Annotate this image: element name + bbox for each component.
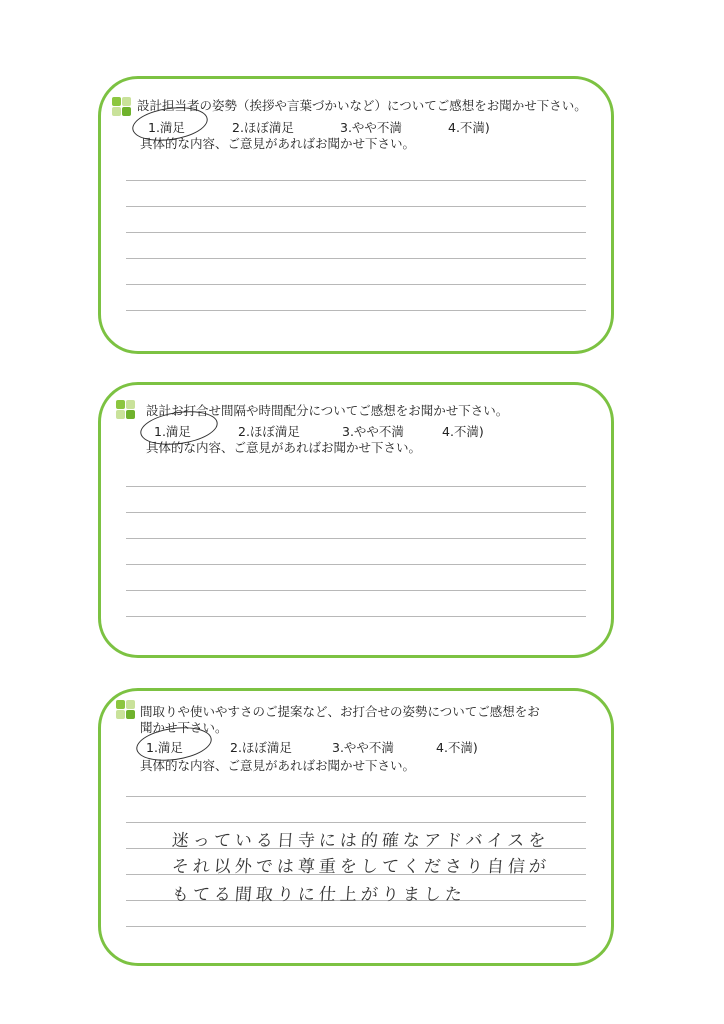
- option-satisfied[interactable]: 1.満足: [154, 424, 191, 439]
- option-satisfied[interactable]: 1.満足: [146, 740, 183, 755]
- details-prompt-3: 具体的な内容、ご意見があればお聞かせ下さい。: [140, 758, 416, 773]
- question-3-line-2: 聞かせ下さい。: [140, 720, 228, 735]
- question-3-line-1: 間取りや使いやすさのご提案など、お打合せの姿勢についてご感想をお: [140, 704, 540, 719]
- option-somewhat-dissatisfied[interactable]: 3.やや不満: [342, 424, 404, 439]
- option-dissatisfied[interactable]: 4.不満): [448, 120, 490, 135]
- question-1: 設計担当者の姿勢（挨拶や言葉づかいなど）についてご感想をお聞かせ下さい。: [137, 98, 587, 113]
- option-somewhat-dissatisfied[interactable]: 3.やや不満: [332, 740, 394, 755]
- option-somewhat-dissatisfied[interactable]: 3.やや不満: [340, 120, 402, 135]
- clover-logo-icon: [116, 700, 136, 720]
- comment-lines-2: [126, 486, 586, 642]
- handwritten-comment-line-2: それ以外では尊重をしてくださり自信が: [171, 857, 551, 877]
- handwritten-comment-line-3: もてる間取りに仕上がりました: [171, 885, 467, 905]
- option-mostly-satisfied[interactable]: 2.ほぼ満足: [232, 120, 294, 135]
- handwritten-comment-line-1: 迷っている日寺には的確なアドバイスを: [171, 831, 551, 851]
- option-satisfied[interactable]: 1.満足: [148, 120, 185, 135]
- details-prompt-2: 具体的な内容、ご意見があればお聞かせ下さい。: [146, 440, 422, 455]
- clover-logo-icon: [116, 400, 136, 420]
- option-dissatisfied[interactable]: 4.不満): [436, 740, 478, 755]
- comment-lines-1: [126, 180, 586, 336]
- option-mostly-satisfied[interactable]: 2.ほぼ満足: [230, 740, 292, 755]
- clover-logo-icon: [112, 97, 132, 117]
- question-2: 設計お打合せ間隔や時間配分についてご感想をお聞かせ下さい。: [146, 403, 509, 418]
- details-prompt-1: 具体的な内容、ご意見があればお聞かせ下さい。: [140, 136, 416, 151]
- option-dissatisfied[interactable]: 4.不満): [442, 424, 484, 439]
- option-mostly-satisfied[interactable]: 2.ほぼ満足: [238, 424, 300, 439]
